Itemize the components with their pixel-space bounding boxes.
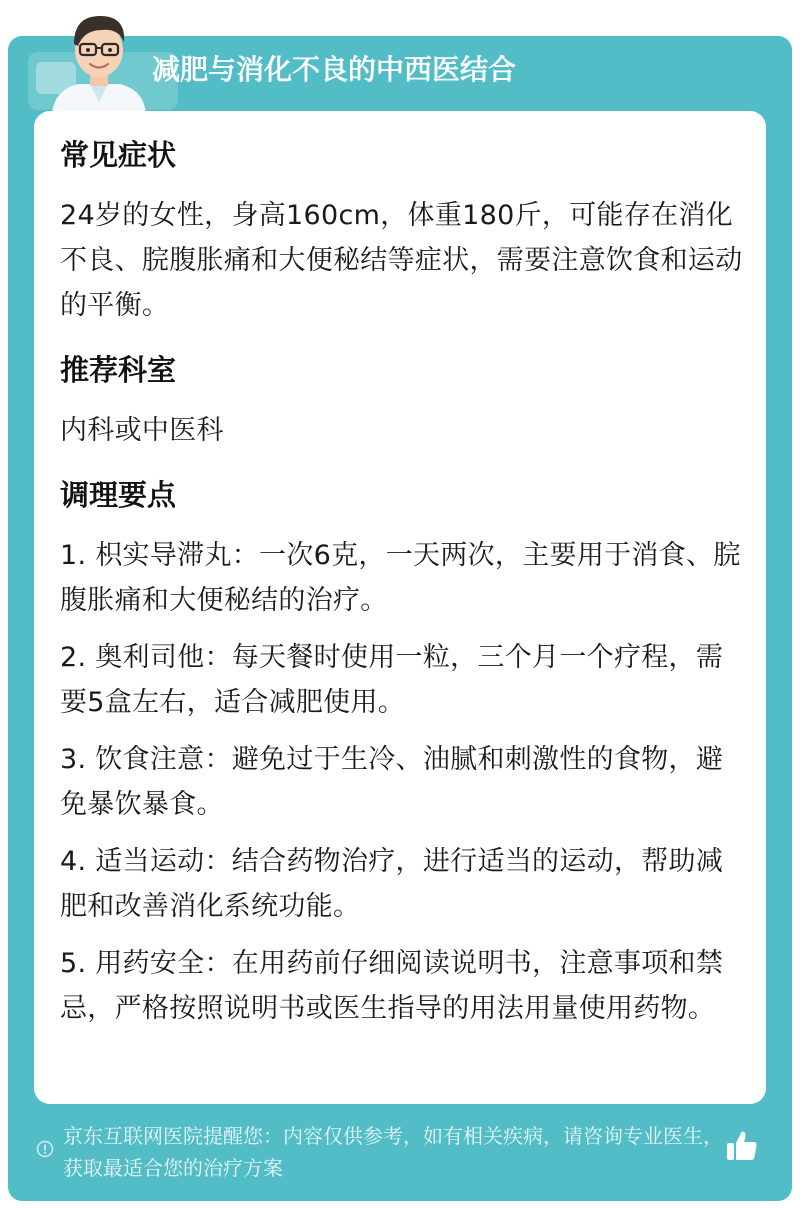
content-body xyxy=(60,133,746,1031)
section-title-symptoms: 常见症状 xyxy=(60,138,177,172)
department-text: 内科或中医科 xyxy=(60,415,224,446)
list-item: 5. 用药安全：在用药前仔细阅读说明书，注意事项和禁忌，严格按照说明书或医生指导的用法用量使用药物。 xyxy=(60,948,724,1024)
info-circle-icon xyxy=(36,1140,54,1158)
section-title-department: 推荐科室 xyxy=(60,353,177,387)
page-title: 减肥与消化不良的中西医结合 xyxy=(152,53,517,86)
list-item: 4. 适当运动：结合药物治疗，进行适当的运动，帮助减肥和改善消化系统功能。 xyxy=(60,846,724,922)
list-item: 1. 枳实导滞丸：一次6克，一天两次，主要用于消食、脘腹胀痛和大便秘结的治疗。 xyxy=(60,540,741,616)
section-title-care: 调理要点 xyxy=(60,478,177,512)
disclaimer-text: 京东互联网医院提醒您：内容仅供参考，如有相关疾病，请咨询专业医生，获取最适合您的治疗方案 xyxy=(63,1124,723,1180)
list-item: 3. 饮食注意：避免过于生冷、油腻和刺激性的食物，避免暴饮暴食。 xyxy=(60,744,724,820)
thumbs-up-icon[interactable] xyxy=(724,1128,760,1164)
list-item: 2. 奥利司他：每天餐时使用一粒，三个月一个疗程，需要5盒左右，适合减肥使用。 xyxy=(60,642,724,718)
doctor-avatar xyxy=(44,6,154,114)
content-card xyxy=(34,111,766,1104)
symptoms-text: 24岁的女性，身高160cm，体重180斤，可能存在消化不良、脘腹胀痛和大便秘结等症状，需要注意饮食和运动的平衡。 xyxy=(60,200,743,321)
